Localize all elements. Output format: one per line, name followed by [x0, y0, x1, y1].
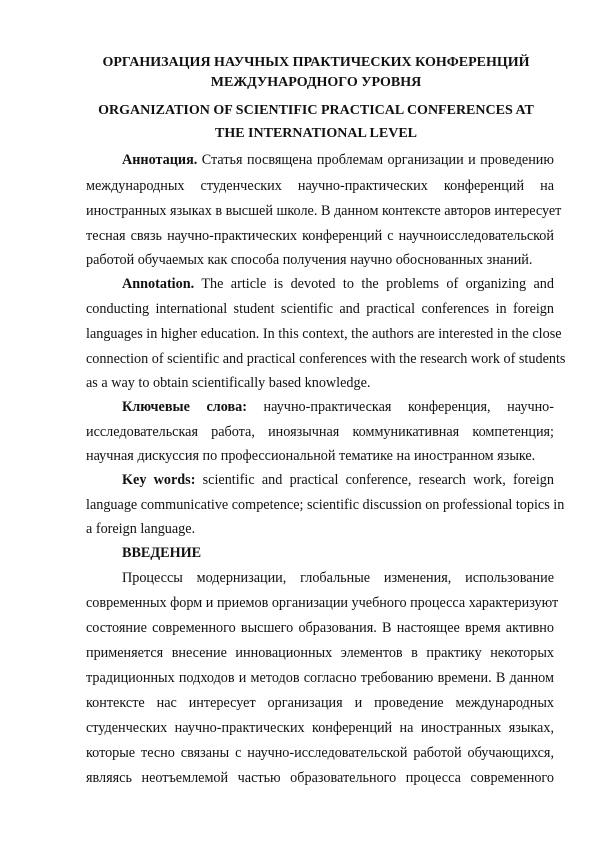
intro-line: традиционных подходов и методов согласно требованию времени. В данном: [86, 670, 554, 686]
intro-line: Процессы модернизации, глобальные изменения, использование: [122, 570, 554, 586]
keywords-en-line: a foreign language.: [86, 521, 196, 537]
intro-line: современных форм и приемов организации учебного процесса характеризуют: [86, 595, 559, 611]
intro-heading-text: ВВЕДЕНИЕ: [122, 545, 202, 561]
keywords-ru-line: исследовательская работа, иноязычная коммуникативная компетенция;: [86, 424, 554, 440]
annotation-en-text: The article is devoted to the problems of organizing and: [194, 276, 554, 292]
keywords-ru-text: научно-практическая конференция, научно-: [246, 399, 554, 415]
title-en-line-2: THE INTERNATIONAL LEVEL: [214, 126, 417, 141]
annotation-en-line: [122, 274, 554, 294]
title-en-line-1: ORGANIZATION OF SCIENTIFIC PRACTICAL CONFERENCES AT: [98, 103, 534, 118]
annotation-ru-line: иностранных языках в высшей школе. В данном контексте авторов интересует: [86, 203, 562, 219]
annotation-ru-line: работой обучаемых как способа получения научно обоснованных знаний.: [86, 252, 533, 268]
annotation-en-line: conducting international student scientific and practical conferences in foreign: [86, 301, 554, 317]
intro-line: состояние современного высшего образования. В настоящее время активно: [86, 620, 554, 636]
title-ru-line-2: МЕЖДУНАРОДНОГО УРОВНЯ: [210, 75, 422, 90]
annotation-ru-line: [122, 150, 554, 170]
annotation-en-line: connection of scientific and practical conferences with the research work of students: [86, 351, 566, 367]
keywords-en-text: scientific and practical conference, research work, foreign: [195, 472, 554, 488]
annotation-ru-label: Аннотация.: [122, 152, 198, 168]
annotation-en-line: as a way to obtain scientifically based knowledge.: [86, 375, 371, 391]
annotation-ru-line: международных студенческих научно-практических конференций на: [86, 178, 554, 194]
annotation-ru-text: Статья посвящена проблемам организации и проведению: [197, 152, 554, 168]
intro-line: являясь неотъемлемой частью образовательного процесса современного: [86, 770, 554, 786]
keywords-ru-label: Ключевые слова:: [122, 399, 247, 415]
annotation-en-line: languages in higher education. In this context, the authors are interested in the close: [86, 326, 562, 342]
keywords-ru-line: [122, 397, 554, 417]
annotation-ru-line: тесная связь научно-практических конференций с научноисследовательской: [86, 228, 554, 244]
keywords-ru-line: научная дискуссия по профессиональной тематике на иностранном языке.: [86, 448, 536, 464]
keywords-en-line: language communicative competence; scientific discussion on professional topics in: [86, 497, 565, 513]
intro-line: контексте нас интересует организация и проведение международных: [86, 695, 554, 711]
keywords-en-line: [122, 470, 554, 490]
annotation-en-label: Annotation.: [122, 276, 195, 292]
section-heading: [122, 543, 554, 563]
keywords-en-label: Key words:: [122, 472, 196, 488]
intro-line: студенческих научно-практических конференций на иностранных языках,: [86, 720, 554, 736]
intro-line: которые тесно связаны с научно-исследовательской работой обучающихся,: [86, 745, 554, 761]
intro-line: применяется внесение инновационных элементов в практику некоторых: [86, 645, 554, 661]
title-ru-line-1: ОРГАНИЗАЦИЯ НАУЧНЫХ ПРАКТИЧЕСКИХ КОНФЕРЕНЦИЙ: [102, 55, 530, 70]
